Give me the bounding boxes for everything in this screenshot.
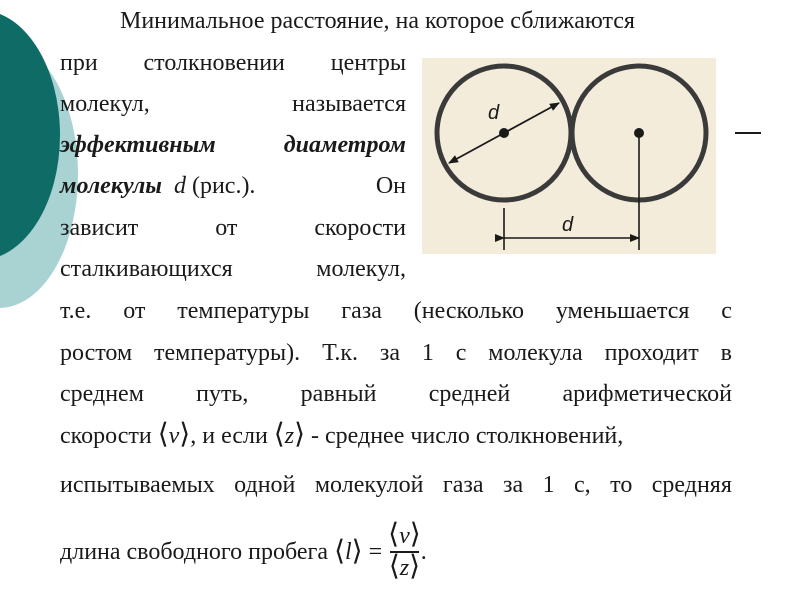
text-line-13 [60,512,427,592]
text-line-11 [60,421,732,451]
word: при [60,50,98,76]
angle-bracket-right: ⟩ [409,551,421,582]
symbol-z: z [399,555,410,581]
word: т.е. [60,298,92,324]
period: . [420,539,427,565]
equals-sign: = [368,539,383,565]
word: зависит [60,215,139,241]
phrase: - среднее число столкновений, [311,423,624,449]
diameter-arrow-up [504,103,559,133]
text-line-2 [60,48,406,78]
distance-label-d: d [562,214,574,236]
word: молекул, [316,256,406,282]
stray-dash [735,132,761,134]
text-line-12 [60,470,732,500]
angle-bracket-left: ⟨ [157,419,169,450]
text-line-5 [60,171,406,201]
word: газа [442,472,484,498]
text-line-9 [60,338,732,368]
word: газа [341,298,382,324]
text-line-4 [60,130,406,160]
word: столкновении [143,50,285,76]
phrase: , и если [190,423,268,449]
word: средняя [651,472,732,498]
word: называется [292,91,406,117]
word: 1 [421,340,434,366]
word: Он [375,173,406,199]
word: за [379,340,400,366]
word: арифметической [562,381,732,407]
word: температуры). [154,340,301,366]
word: сталкивающихся [60,256,233,282]
word: молекулой [314,472,424,498]
word: центры [330,50,406,76]
word: молекула [488,340,583,366]
text-line-7 [60,254,406,284]
word: проходит [604,340,699,366]
symbol-v: v [399,523,410,549]
angle-bracket-left: ⟨ [273,419,285,450]
text-line-6 [60,213,406,243]
word: ростом [60,340,133,366]
angle-bracket-left: ⟨ [388,551,400,582]
line-1-text: Минимальное расстояние, на которое сближаются [120,8,635,34]
angle-bracket-right: ⟩ [409,519,421,550]
word: то [610,472,633,498]
word: (несколько [413,298,524,324]
text-line-8 [60,296,732,326]
word: Т.к. [322,340,358,366]
word: уменьшается [555,298,690,324]
word: с [721,298,732,324]
term-bold-word: диаметром [283,132,406,158]
term-bold-word: молекулы [60,173,162,199]
angle-bracket-right: ⟩ [351,536,363,567]
symbol-v: v [168,423,180,449]
molecules-figure [422,58,716,254]
fraction-numerator [388,521,421,551]
diagram-label-d: d [488,102,500,124]
word: скорости [314,215,406,241]
word: от [215,215,238,241]
word: температуры [177,298,310,324]
fraction-denominator [388,553,421,583]
word: с [455,340,467,366]
word: с, [574,472,591,498]
word: от [123,298,146,324]
phrase: длина свободного пробега [60,539,329,565]
word: среднем [60,381,144,407]
angle-bracket-right: ⟩ [294,419,306,450]
word: одной [234,472,296,498]
word: испытываемых [60,472,215,498]
word: средней [428,381,511,407]
angle-bracket-left: ⟨ [388,519,400,550]
word: путь, [196,381,249,407]
diameter-arrow-down [449,133,504,163]
word: равный [300,381,377,407]
fraction [388,521,421,583]
angle-bracket-left: ⟨ [334,536,345,567]
symbol-z: z [284,423,295,449]
text-line-1 [120,6,732,36]
angle-bracket-right: ⟩ [179,419,191,450]
word: 1 [542,472,555,498]
symbol-d: d [173,173,186,199]
symbol-l: l [345,539,352,565]
word: за [502,472,524,498]
term-bold-word: эффективным [60,132,216,158]
text-line-3 [60,89,406,119]
text-line-10 [60,379,732,409]
word: молекул, [60,91,150,117]
word: в [720,340,732,366]
word: скорости [60,423,152,449]
figure-ref: (рис.). [191,173,256,199]
